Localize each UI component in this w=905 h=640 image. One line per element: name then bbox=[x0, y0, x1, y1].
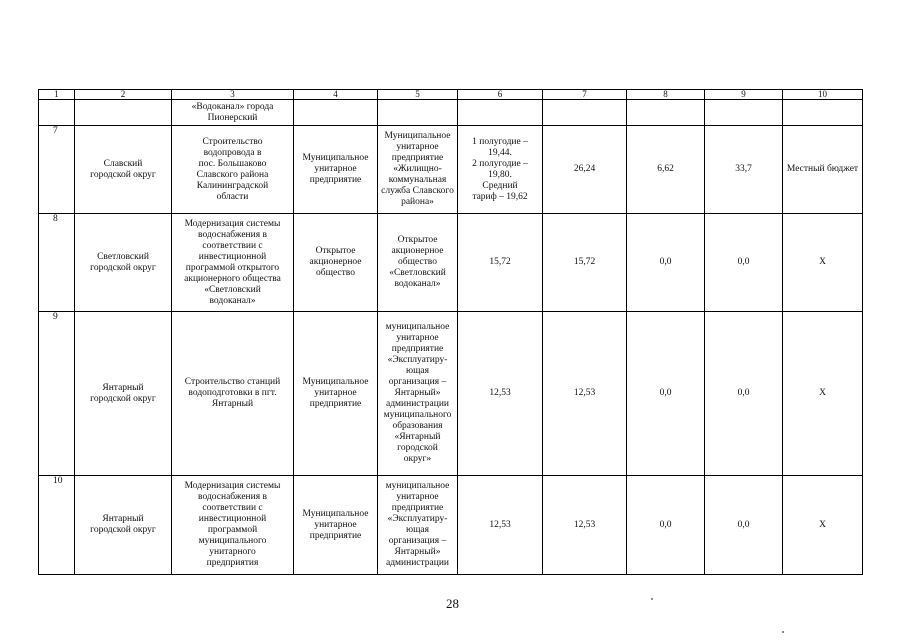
row-number: 8 bbox=[39, 214, 75, 312]
tariff-cell: 1 полугодие – 19,44. 2 полугодие – 19,80. Средний тариф – 19,62 bbox=[458, 126, 543, 214]
value-cell bbox=[543, 100, 627, 126]
column-number-row bbox=[39, 90, 863, 100]
funding-cell: Х bbox=[783, 476, 863, 575]
value-cell: 0,0 bbox=[705, 214, 783, 312]
tariff-cell: 12,53 bbox=[458, 312, 543, 476]
table-row bbox=[39, 476, 863, 575]
project-cell: «Водоканал» города Пионерский bbox=[172, 100, 294, 126]
row-number: 7 bbox=[39, 126, 75, 214]
organization-cell: муниципальное унитарное предприятие «Эксплуатиру- ющая организация – Янтарный» администрации bbox=[378, 476, 458, 575]
table-row bbox=[39, 100, 863, 126]
project-cell: Модернизация системы водоснабжения в соответствии с инвестиционной программой муниципального унитарного предприятия bbox=[172, 476, 294, 575]
value-cell: 0,0 bbox=[705, 476, 783, 575]
municipality-cell bbox=[75, 100, 172, 126]
value-cell: 12,53 bbox=[543, 312, 627, 476]
value-cell: 26,24 bbox=[543, 126, 627, 214]
column-number: 8 bbox=[627, 90, 705, 100]
funding-cell: Местный бюджет bbox=[783, 126, 863, 214]
value-cell: 12,53 bbox=[543, 476, 627, 575]
table-row bbox=[39, 312, 863, 476]
funding-cell bbox=[783, 100, 863, 126]
value-cell: 0,0 bbox=[627, 476, 705, 575]
tariff-cell: 12,53 bbox=[458, 476, 543, 575]
municipality-cell: Янтарный городской округ bbox=[75, 312, 172, 476]
value-cell: 6,62 bbox=[627, 126, 705, 214]
value-cell: 0,0 bbox=[705, 312, 783, 476]
page-number: 28 bbox=[446, 596, 459, 611]
table-row bbox=[39, 126, 863, 214]
org-form-cell: Муниципальное унитарное предприятие bbox=[294, 126, 378, 214]
row-number: 10 bbox=[39, 476, 75, 575]
org-form-cell: Муниципальное унитарное предприятие bbox=[294, 476, 378, 575]
value-cell: 0,0 bbox=[627, 214, 705, 312]
column-number: 9 bbox=[705, 90, 783, 100]
municipality-cell: Славский городской округ bbox=[75, 126, 172, 214]
scan-speck bbox=[651, 598, 653, 600]
project-cell: Строительство станций водоподготовки в пгт. Янтарный bbox=[172, 312, 294, 476]
project-cell: Модернизация системы водоснабжения в соответствии с инвестиционной программой открытого акционерного общества «Светловский водоканал» bbox=[172, 214, 294, 312]
org-form-cell bbox=[294, 100, 378, 126]
column-number: 7 bbox=[543, 90, 627, 100]
tariff-cell bbox=[458, 100, 543, 126]
value-cell: 0,0 bbox=[627, 312, 705, 476]
column-number: 5 bbox=[378, 90, 458, 100]
tariff-cell: 15,72 bbox=[458, 214, 543, 312]
value-cell: 33,7 bbox=[705, 126, 783, 214]
org-form-cell: Муниципальное унитарное предприятие bbox=[294, 312, 378, 476]
funding-cell: Х bbox=[783, 214, 863, 312]
row-number: 9 bbox=[39, 312, 75, 476]
column-number: 6 bbox=[458, 90, 543, 100]
column-number: 1 bbox=[39, 90, 75, 100]
column-number: 3 bbox=[172, 90, 294, 100]
column-number: 10 bbox=[783, 90, 863, 100]
org-form-cell: Открытое акционерное общество bbox=[294, 214, 378, 312]
value-cell: 15,72 bbox=[543, 214, 627, 312]
row-number bbox=[39, 100, 75, 126]
data-table bbox=[38, 89, 863, 575]
organization-cell: Муниципальное унитарное предприятие «Жилищно- коммунальная служба Славского района» bbox=[378, 126, 458, 214]
value-cell bbox=[627, 100, 705, 126]
organization-cell: муниципальное унитарное предприятие «Эксплуатиру- ющая организация – Янтарный» администрации муниципального образования «Янтарный городской округ» bbox=[378, 312, 458, 476]
scan-speck bbox=[782, 631, 784, 633]
value-cell bbox=[705, 100, 783, 126]
organization-cell bbox=[378, 100, 458, 126]
column-number: 4 bbox=[294, 90, 378, 100]
municipality-cell: Янтарный городской округ bbox=[75, 476, 172, 575]
column-number: 2 bbox=[75, 90, 172, 100]
municipality-cell: Светловский городской округ bbox=[75, 214, 172, 312]
organization-cell: Открытое акционерное общество «Светловский водоканал» bbox=[378, 214, 458, 312]
project-cell: Строительство водопровода в пос. Большаково Славского района Калининградской области bbox=[172, 126, 294, 214]
funding-cell: Х bbox=[783, 312, 863, 476]
table-row bbox=[39, 214, 863, 312]
